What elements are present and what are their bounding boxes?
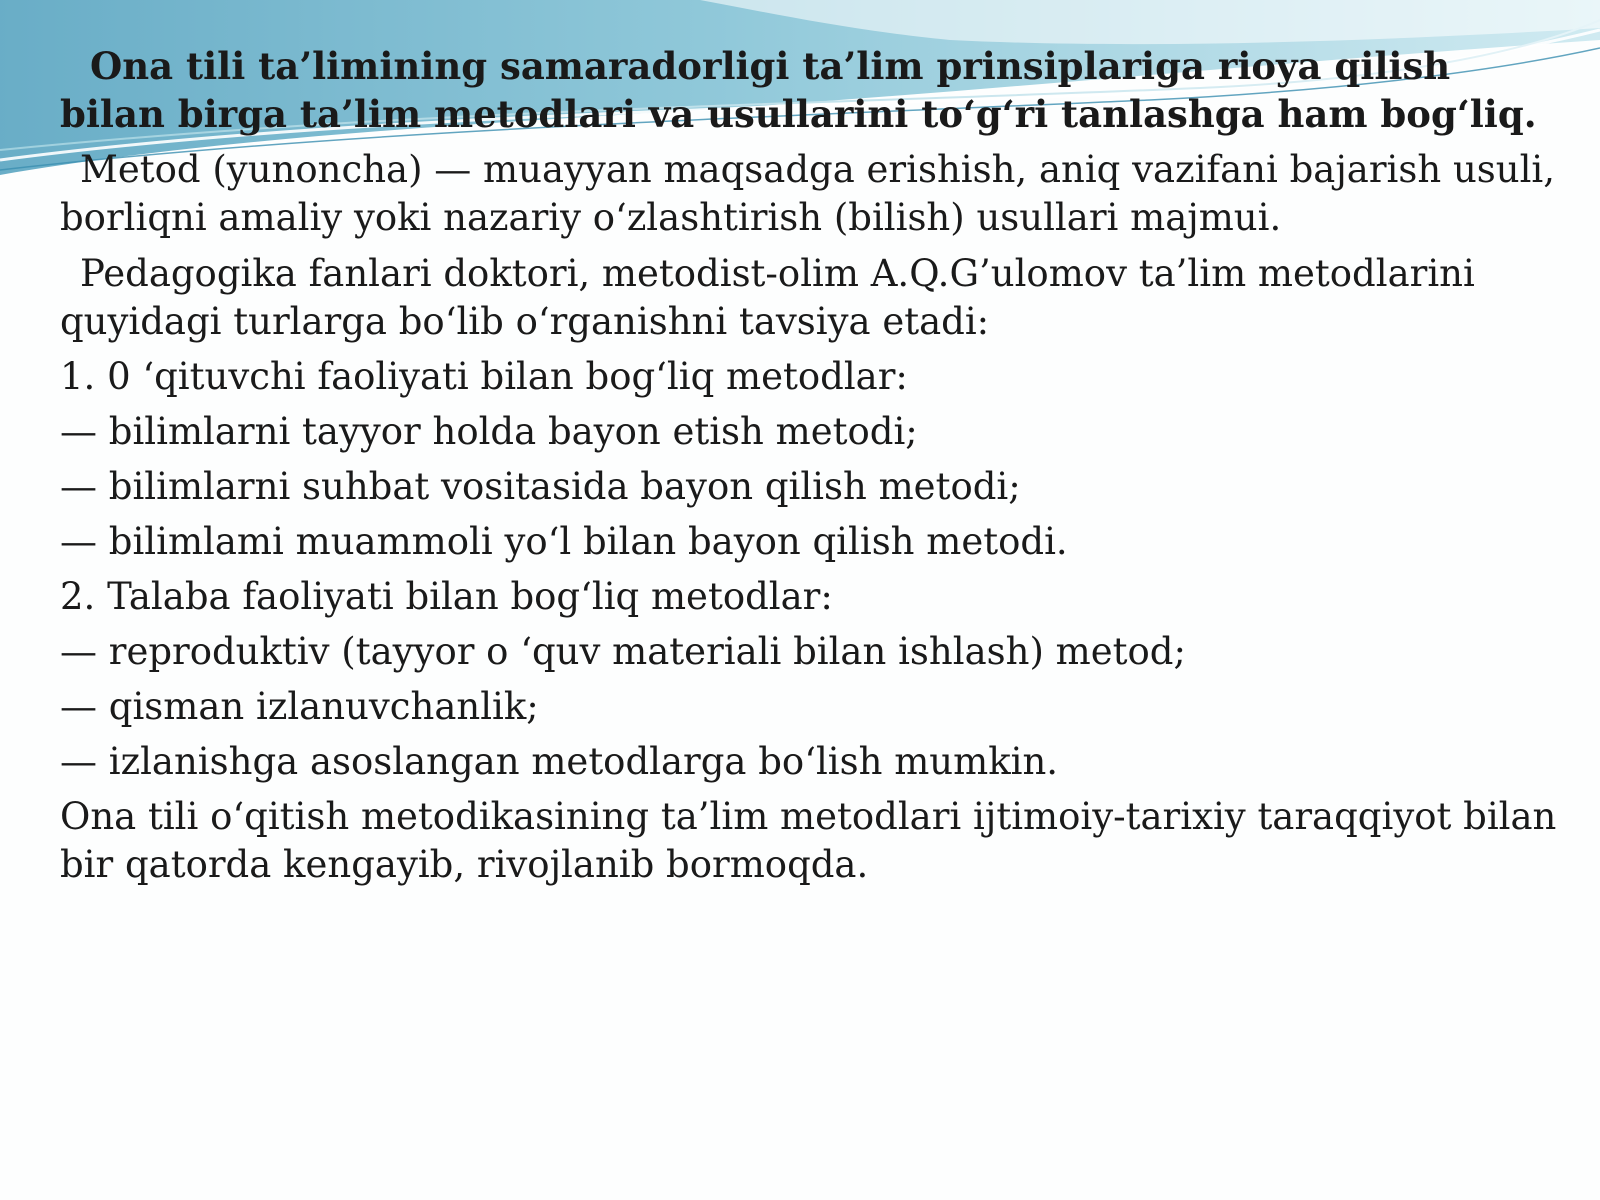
list-title-teacher-methods: 1. 0 ‘qituvchi faoliyati bilan bog‘liq metodlar: xyxy=(60,355,908,398)
list-item: — reproduktiv (tayyor o ‘quv materiali bilan ishlash) metod; xyxy=(60,630,1186,673)
list-item: — bilimlarni tayyor holda bayon etish metodi; xyxy=(60,410,918,453)
list-item: — bilimlarni suhbat vositasida bayon qilish metodi; xyxy=(60,465,1021,508)
paragraph-method-definition: Metod (yunoncha) — muayyan maqsadga erishish, aniq vazifani bajarish usuli, borliqni amaliy yoki nazariy o‘zlashtirish (bilish) usullari majmui. xyxy=(60,148,1556,239)
list-title-student-methods: 2. Talaba faoliyati bilan bog‘liq metodlar: xyxy=(60,575,833,618)
list-item: — bilimlami muammoli yo‘l bilan bayon qilish metodi. xyxy=(60,520,1068,563)
paragraph-conclusion: Ona tili o‘qitish metodikasining ta’lim metodlari ijtimoiy-tarixiy taraqqiyot bilan bir qatorda kengayib, rivojlanib bormoqda. xyxy=(60,795,1557,886)
slide-heading: Ona tili ta’limining samaradorligi ta’lim prinsiplariga rioya qilish bilan birga ta’lim metodlari va usullarini to‘g‘ri tanlashga ham bog‘liq. xyxy=(60,44,1537,136)
list-item: — izlanishga asoslangan metodlarga bo‘lish mumkin. xyxy=(60,740,1059,783)
slide-content xyxy=(60,42,1560,889)
list-item: — qisman izlanuvchanlik; xyxy=(60,685,539,728)
paragraph-gulomov: Pedagogika fanlari doktori, metodist-olim A.Q.G’ulomov ta’lim metodlarini quyidagi turlarga bo‘lib o‘rganishni tavsiya etadi: xyxy=(60,252,1475,343)
